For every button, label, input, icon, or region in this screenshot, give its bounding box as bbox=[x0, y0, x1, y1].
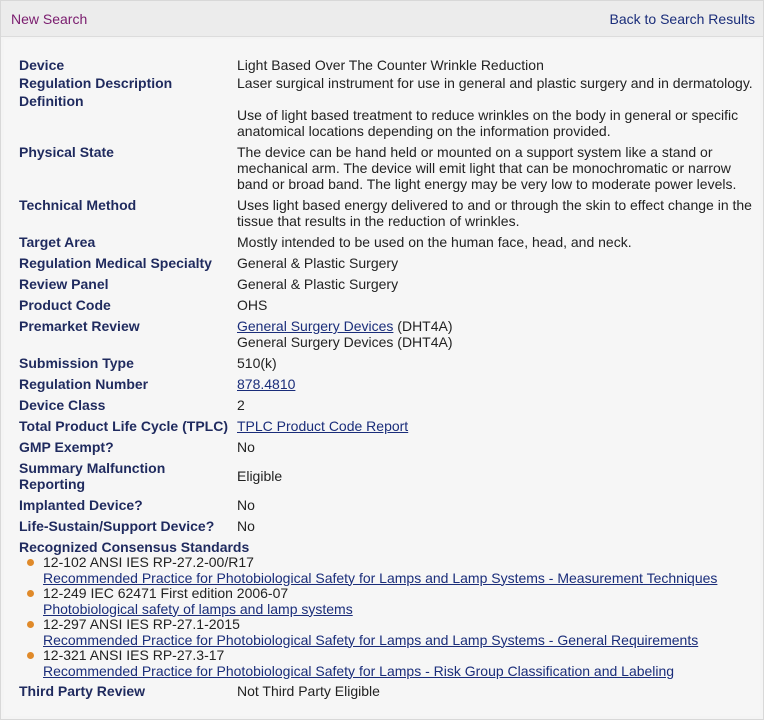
details-table bbox=[19, 57, 757, 699]
bullet-icon bbox=[27, 652, 34, 659]
row-product-code bbox=[19, 297, 757, 318]
row-technical-method bbox=[19, 197, 757, 234]
row-standards bbox=[19, 539, 757, 679]
label-target-area: Target Area bbox=[19, 234, 96, 250]
row-implanted bbox=[19, 497, 757, 518]
row-gmp-exempt bbox=[19, 439, 757, 460]
top-bar bbox=[1, 1, 763, 37]
label-physical-state: Physical State bbox=[19, 144, 114, 160]
standard-link[interactable]: Recommended Practice for Photobiological Safety for Lamps and Lamp Systems - Measurement Techniques bbox=[43, 569, 718, 586]
value-device-class: 2 bbox=[237, 397, 245, 413]
standards-cell bbox=[19, 539, 757, 679]
value-summary-malfunction: Eligible bbox=[237, 468, 283, 484]
label-review-panel: Review Panel bbox=[19, 276, 109, 292]
value-regulation-description: Laser surgical instrument for use in general and plastic surgery and in dermatology. bbox=[237, 75, 753, 91]
row-third-party bbox=[19, 679, 757, 699]
row-target-area bbox=[19, 234, 757, 255]
definition-text: Use of light based treatment to reduce wrinkles on the body in general or specific anatomical locations depending on the information provided. bbox=[237, 107, 739, 139]
standard-item bbox=[43, 617, 757, 648]
value-device: Light Based Over The Counter Wrinkle Reduction bbox=[237, 57, 544, 73]
standard-link[interactable]: Recommended Practice for Photobiological Safety for Lamps and Lamp Systems - General Requirements bbox=[43, 631, 699, 648]
label-product-code: Product Code bbox=[19, 297, 111, 313]
bullet-icon bbox=[27, 621, 34, 628]
back-to-results-link[interactable]: Back to Search Results bbox=[609, 10, 755, 27]
label-premarket-review: Premarket Review bbox=[19, 318, 140, 334]
label-tplc: Total Product Life Cycle (TPLC) bbox=[19, 418, 228, 434]
premarket-line-1 bbox=[237, 318, 757, 334]
standard-id: 12-321 ANSI IES RP-27.3-17 bbox=[43, 647, 225, 663]
row-device bbox=[19, 57, 757, 75]
premarket-line-2: General Surgery Devices (DHT4A) bbox=[237, 334, 453, 350]
standard-link[interactable]: Recommended Practice for Photobiological Safety for Lamps - Risk Group Classification and Labeling bbox=[43, 662, 675, 679]
value-target-area: Mostly intended to be used on the human face, head, and neck. bbox=[237, 234, 632, 250]
label-regulation-description: Regulation Description bbox=[19, 75, 173, 91]
row-submission-type bbox=[19, 355, 757, 376]
row-device-class bbox=[19, 397, 757, 418]
row-premarket-review bbox=[19, 318, 757, 355]
value-regulation-number bbox=[237, 376, 757, 397]
label-gmp-exempt: GMP Exempt? bbox=[19, 439, 114, 455]
value-physical-state: The device can be hand held or mounted on a support system like a stand or mechanical arm. The device will emit light that can be monochromatic or narrow band or broad band. The light energy may be very low to moderate power levels. bbox=[237, 144, 737, 192]
bullet-icon bbox=[27, 559, 34, 566]
premarket-suffix: (DHT4A) bbox=[393, 318, 453, 334]
standard-id: 12-297 ANSI IES RP-27.1-2015 bbox=[43, 616, 240, 632]
label-summary-malfunction: Summary Malfunction Reporting bbox=[19, 460, 166, 492]
value-definition bbox=[237, 93, 757, 144]
row-medical-specialty bbox=[19, 255, 757, 276]
label-device-class: Device Class bbox=[19, 397, 106, 413]
label-medical-specialty: Regulation Medical Specialty bbox=[19, 255, 212, 271]
bullet-icon bbox=[27, 590, 34, 597]
value-premarket-review bbox=[237, 318, 757, 355]
standard-item bbox=[43, 586, 757, 617]
regulation-number-link[interactable]: 878.4810 bbox=[237, 376, 296, 392]
value-implanted: No bbox=[237, 497, 255, 513]
value-review-panel: General & Plastic Surgery bbox=[237, 276, 399, 292]
row-life-sustain bbox=[19, 518, 757, 539]
label-third-party: Third Party Review bbox=[19, 683, 146, 699]
standard-id: 12-249 IEC 62471 First edition 2006-07 bbox=[43, 585, 289, 601]
standards-list bbox=[19, 555, 757, 679]
value-submission-type: 510(k) bbox=[237, 355, 277, 371]
label-regulation-number: Regulation Number bbox=[19, 376, 149, 392]
label-technical-method: Technical Method bbox=[19, 197, 137, 213]
row-definition bbox=[19, 93, 757, 144]
device-details bbox=[4, 39, 760, 716]
standard-id: 12-102 ANSI IES RP-27.2-00/R17 bbox=[43, 554, 254, 570]
row-physical-state bbox=[19, 144, 757, 197]
label-definition: Definition bbox=[19, 93, 84, 109]
definition-spacer bbox=[237, 93, 757, 107]
label-life-sustain: Life-Sustain/Support Device? bbox=[19, 518, 215, 534]
standard-item bbox=[43, 555, 757, 586]
premarket-review-link[interactable]: General Surgery Devices bbox=[237, 318, 394, 334]
value-life-sustain: No bbox=[237, 518, 255, 534]
row-tplc bbox=[19, 418, 757, 439]
value-technical-method: Uses light based energy delivered to and or through the skin to effect change in the tissue that results in the reduction of wrinkles. bbox=[237, 197, 752, 229]
row-review-panel bbox=[19, 276, 757, 297]
value-tplc bbox=[237, 418, 757, 439]
label-submission-type: Submission Type bbox=[19, 355, 134, 371]
value-medical-specialty: General & Plastic Surgery bbox=[237, 255, 399, 271]
new-search-link[interactable]: New Search bbox=[11, 10, 88, 27]
standard-link[interactable]: Photobiological safety of lamps and lamp systems bbox=[43, 600, 353, 617]
row-summary-malfunction bbox=[19, 460, 757, 497]
standard-item bbox=[43, 648, 757, 679]
tplc-report-link[interactable]: TPLC Product Code Report bbox=[237, 418, 409, 434]
row-regulation-description bbox=[19, 75, 757, 93]
value-product-code: OHS bbox=[237, 297, 268, 313]
label-device: Device bbox=[19, 57, 65, 73]
standards-title: Recognized Consensus Standards bbox=[19, 539, 250, 555]
value-third-party: Not Third Party Eligible bbox=[237, 683, 380, 699]
label-implanted: Implanted Device? bbox=[19, 497, 143, 513]
value-gmp-exempt: No bbox=[237, 439, 255, 455]
row-regulation-number bbox=[19, 376, 757, 397]
